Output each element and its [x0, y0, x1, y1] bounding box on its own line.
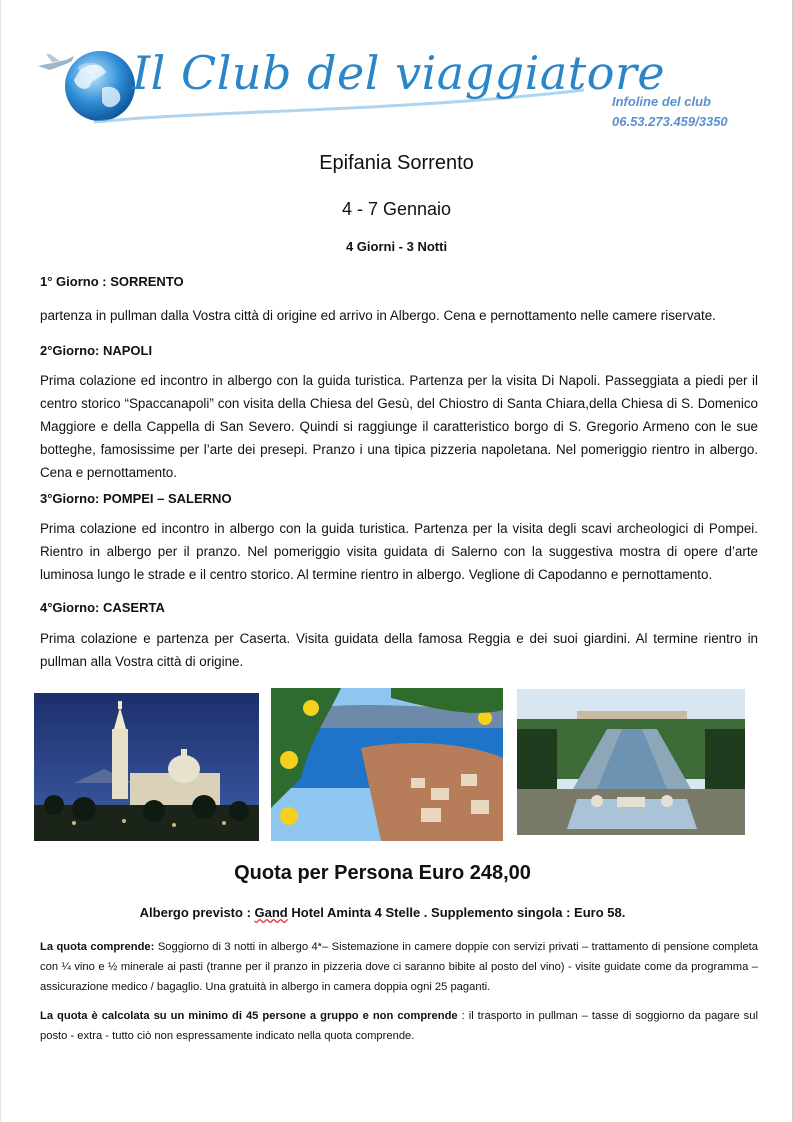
- excludes-text: : il trasporto in pullman – tasse di soggiorno da pagare sul posto - extra - tutto ciò non espressamente indicato nella quota comprende.: [40, 1010, 758, 1042]
- day-4-text: Prima colazione e partenza per Caserta. Visita guidata della famosa Reggia e dei suoi giardini. Al termine rientro in pullman alla Vostra città di origine.: [40, 631, 758, 669]
- price-headline: Quota per Persona Euro 248,00: [234, 862, 531, 884]
- day-3-title: 3°Giorno: POMPEI – SALERNO: [40, 491, 232, 506]
- photo-sorrento-coast: [271, 688, 503, 841]
- day-2-title: 2°Giorno: NAPOLI: [40, 343, 153, 358]
- day-2-text: Prima colazione ed incontro in albergo con la guida turistica. Partenza per la visita Di Napoli. Passeggiata a piedi per il centro storico “Spaccanapoli” con visita della Chiesa del Gesù, del Chiostro di Santa Chiara,della Chiesa di S. Domenico Maggiore e della Cappella di San Severo. Quindi si raggiunge il caratteristico borgo di S. Gregorio Armeno con le sue botteghe, famosissime per l’arte dei presepi. Pranzo i una tipica pizzeria napoletana. Nel pomeriggio rientro in albergo. Cena e pernottamento.: [40, 373, 758, 480]
- hotel-line: [0, 905, 765, 920]
- day-4-title: 4°Giorno: CASERTA: [40, 600, 165, 615]
- event-dates: 4 - 7 Gennaio: [341, 199, 452, 219]
- day-3-text: Prima colazione ed incontro in albergo con la guida turistica. Partenza per la visita degli scavi archeologici di Pompei. Rientro in albergo per il pranzo. Nel pomeriggio visita guidata di Salerno con la suggestiva mostra di opere d’arte luminosa lungo le strade e il centro storico. Al termine rientro in albergo. Veglione di Capodanno e pernottamento.: [40, 521, 758, 582]
- infoline: [612, 92, 728, 132]
- includes-block: [40, 937, 758, 997]
- photo-pompei-sanctuary-night: [34, 693, 259, 841]
- photo-caserta-royal-palace: [517, 689, 745, 835]
- infoline-phone: 06.53.273.459/3350: [612, 114, 728, 129]
- event-duration: 4 Giorni - 3 Notti: [345, 239, 448, 254]
- infoline-label: Infoline del club: [612, 94, 711, 109]
- hotel-rest: Hotel Aminta 4 Stelle . Supplemento singola : Euro 58.: [287, 905, 626, 920]
- includes-text: Soggiorno di 3 notti in albergo 4*– Sistemazione in camere doppie con servizi privati – trattamento di pensione completa con ¼ vino e ½ minerale ai pasti (tranne per il pranzo in pizzeria dove ci saranno bibite al posto del vino) - visite guidate come da programma – assicurazione medico / bagaglio. Una gratuità in albergo in camera doppia ogni 25 paganti.: [40, 941, 759, 993]
- hotel-name-misspelled: Gand: [254, 905, 288, 920]
- logo-text: Il Club del viaggiatore: [132, 46, 666, 100]
- event-title: Epifania Sorrento: [319, 152, 474, 174]
- day-1-text: partenza in pullman dalla Vostra città di origine ed arrivo in Albergo. Cena e pernottamento nelle camere riservate.: [40, 308, 716, 323]
- includes-label: La quota comprende:: [40, 941, 155, 953]
- excludes-block: [40, 1006, 758, 1046]
- day-1-title: 1° Giorno : SORRENTO: [40, 274, 184, 289]
- hotel-prefix: Albergo previsto :: [139, 905, 255, 920]
- excludes-label: La quota è calcolata su un minimo di 45 persone a gruppo e non comprende: [40, 1010, 458, 1022]
